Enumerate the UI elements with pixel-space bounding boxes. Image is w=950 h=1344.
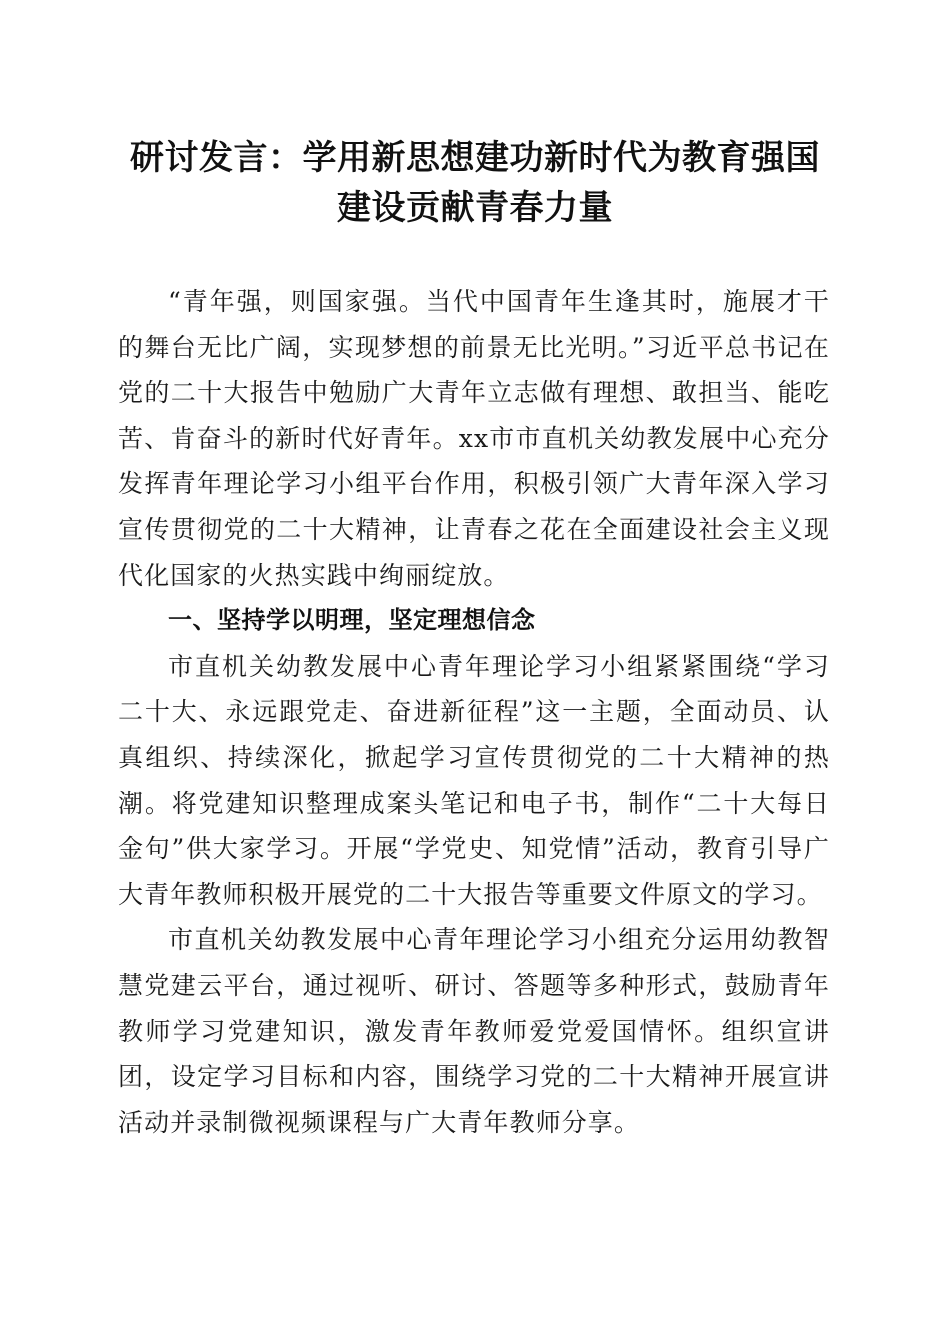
title-line-1: 研讨发言：学用新思想建功新时代为教育强国 [130, 138, 820, 178]
title-line-2: 建设贡献青春力量 [337, 188, 613, 228]
section1-paragraph-1: 市直机关幼教发展中心青年理论学习小组紧紧围绕“学习二十大、永远跟党走、奋进新征程”这一主题，全面动员、认真组织、持续深化，掀起学习宣传贯彻党的二十大精神的热潮。将党建知识整理成案头笔记和电子书，制作“二十大每日金句”供大家学习。开展“学党史、知党情”活动，教育引导广大青年教师积极开展党的二十大报告等重要文件原文的学习。 [118, 651, 830, 909]
intro-paragraph: “青年强，则国家强。当代中国青年生逢其时，施展才干的舞台无比广阔，实现梦想的前景无比光明。”习近平总书记在党的二十大报告中勉励广大青年立志做有理想、敢担当、能吃苦、肯奋斗的新时代好青年。xx市市直机关幼教发展中心充分发挥青年理论学习小组平台作用，积极引领广大青年深入学习宣传贯彻党的二十大精神，让青春之花在全面建设社会主义现代化国家的火热实践中绚丽绽放。 [118, 287, 830, 590]
section1-paragraph-2: 市直机关幼教发展中心青年理论学习小组充分运用幼教智慧党建云平台，通过视听、研讨、答题等多种形式，鼓励青年教师学习党建知识，激发青年教师爱党爱国情怀。组织宣讲团，设定学习目标和内容，围绕学习党的二十大精神开展宣讲活动并录制微视频课程与广大青年教师分享。 [118, 925, 830, 1137]
document-title [100, 133, 850, 233]
document-body [118, 279, 830, 1145]
section-heading-1: 一、坚持学以明理，坚定理想信念 [168, 606, 536, 635]
